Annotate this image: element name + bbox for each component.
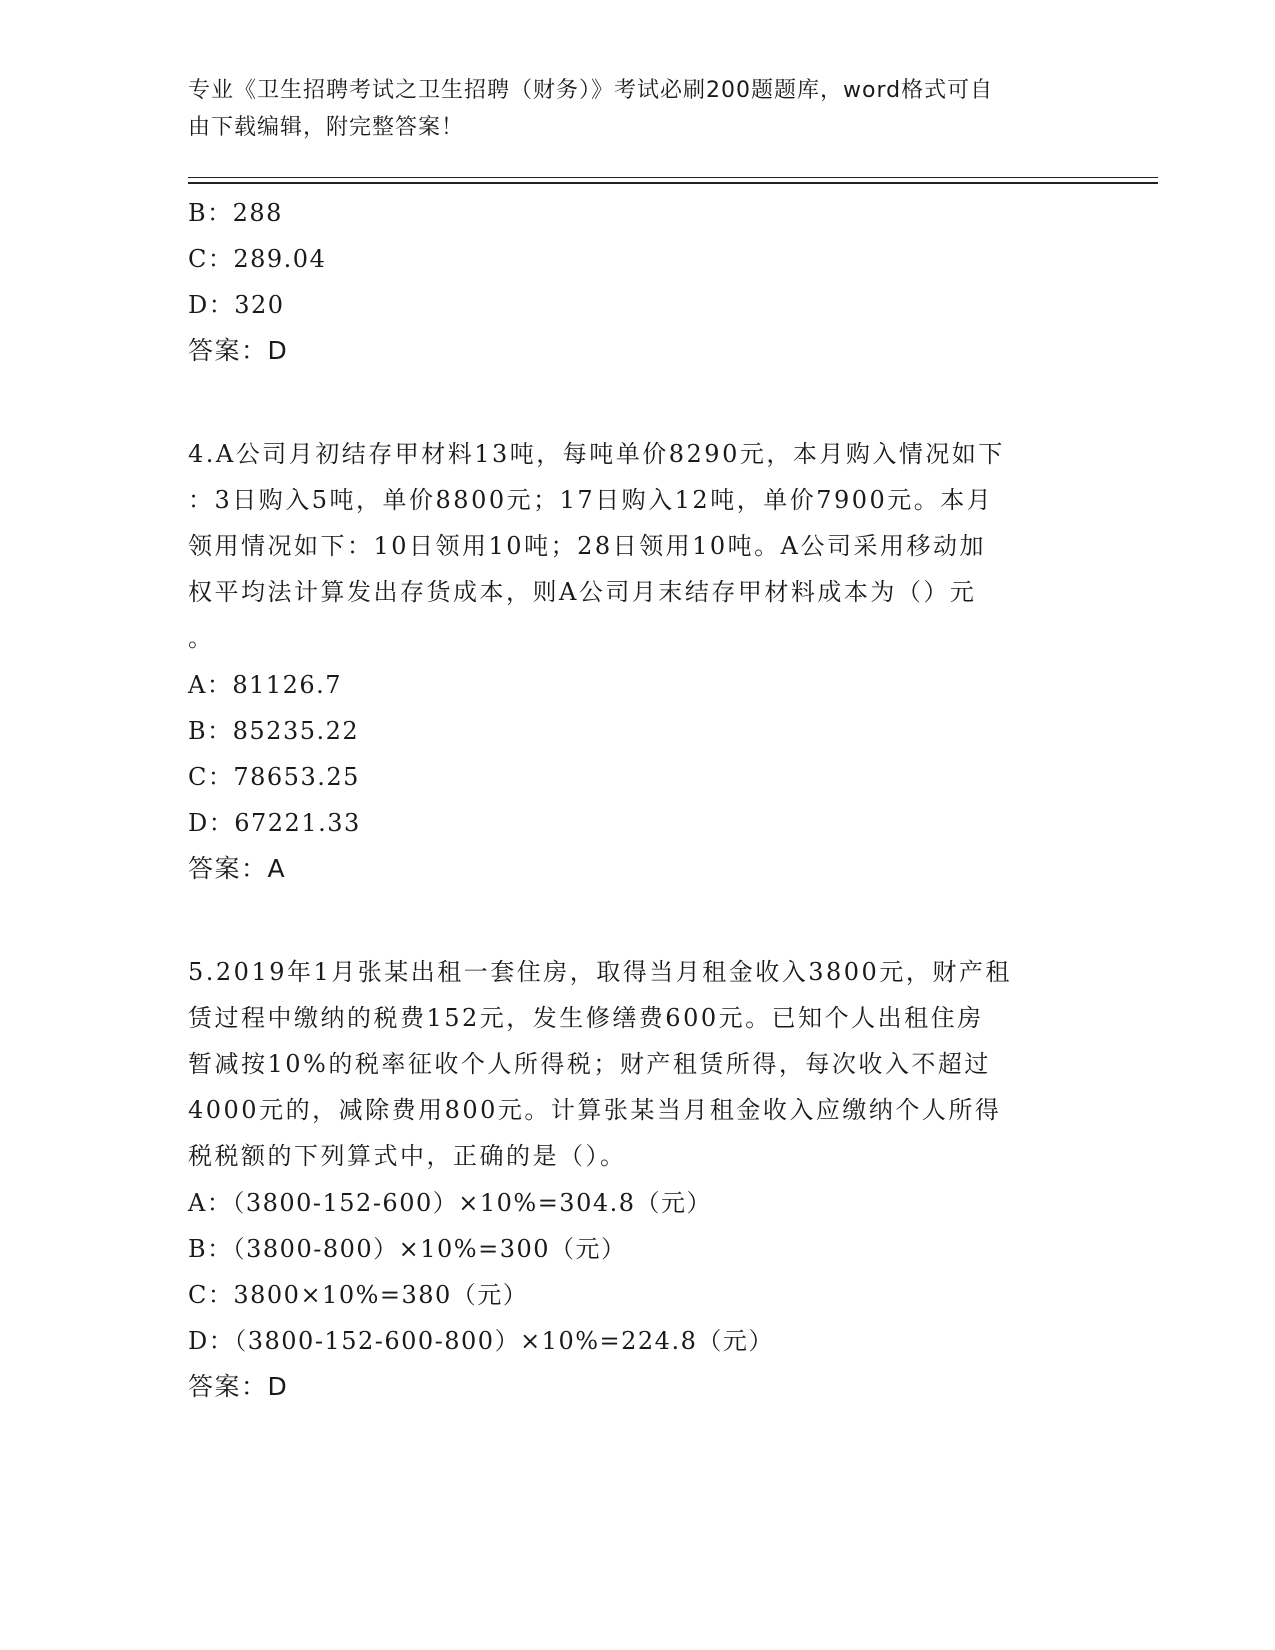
- header-line-1: 专业《卫生招聘考试之卫生招聘（财务）》考试必刷200题题库，word格式可自: [188, 78, 994, 103]
- option-c: C：3800×10%=380（元）: [188, 1281, 529, 1309]
- option-d: D：67221.33: [188, 809, 361, 837]
- option-b: B：288: [188, 199, 283, 227]
- question-5: [188, 950, 1088, 1410]
- option-d: D：（3800-152-600-800）×10%=224.8（元）: [188, 1327, 774, 1355]
- question-text-line: ：3日购入5吨，单价8800元；17日购入12吨，单价7900元。本月: [188, 486, 994, 514]
- answer-line: 答案：D: [188, 1372, 289, 1401]
- document-body: [188, 190, 1088, 1410]
- option-b: B：85235.22: [188, 717, 360, 745]
- option-b: B：（3800-800）×10%=300（元）: [188, 1235, 627, 1263]
- option-c: C：78653.25: [188, 763, 360, 791]
- option-a: A：81126.7: [188, 671, 343, 699]
- question-text-line: 权平均法计算发出存货成本，则A公司月末结存甲材料成本为（）元: [188, 578, 977, 606]
- question-text-line: 5.2019年1月张某出租一套住房，取得当月租金收入3800元，财产租: [188, 958, 1012, 986]
- header-line-2: 由下载编辑，附完整答案！: [188, 115, 465, 140]
- question-text-line: 领用情况如下：10日领用10吨；28日领用10吨。A公司采用移动加: [188, 532, 986, 560]
- question-3-tail: [188, 190, 1088, 374]
- header-divider-thick: [188, 182, 1158, 184]
- question-4: [188, 432, 1088, 892]
- option-a: A：（3800-152-600）×10%=304.8（元）: [188, 1189, 713, 1217]
- question-text-line: 4.A公司月初结存甲材料13吨，每吨单价8290元，本月购入情况如下: [188, 440, 1005, 468]
- question-text-line: 税税额的下列算式中，正确的是（）。: [188, 1142, 627, 1170]
- question-text-line: 。: [188, 624, 215, 652]
- question-text-line: 暂减按10%的税率征收个人所得税；财产租赁所得，每次收入不超过: [188, 1050, 991, 1078]
- answer-line: 答案：D: [188, 336, 289, 365]
- option-c: C：289.04: [188, 245, 327, 273]
- header-divider-thin: [188, 177, 1158, 178]
- document-header: [188, 72, 1088, 146]
- question-text-line: 赁过程中缴纳的税费152元，发生修缮费600元。已知个人出租住房: [188, 1004, 984, 1032]
- question-text-line: 4000元的，减除费用800元。计算张某当月租金收入应缴纳个人所得: [188, 1096, 1002, 1124]
- answer-line: 答案：A: [188, 854, 287, 883]
- option-d: D：320: [188, 291, 285, 319]
